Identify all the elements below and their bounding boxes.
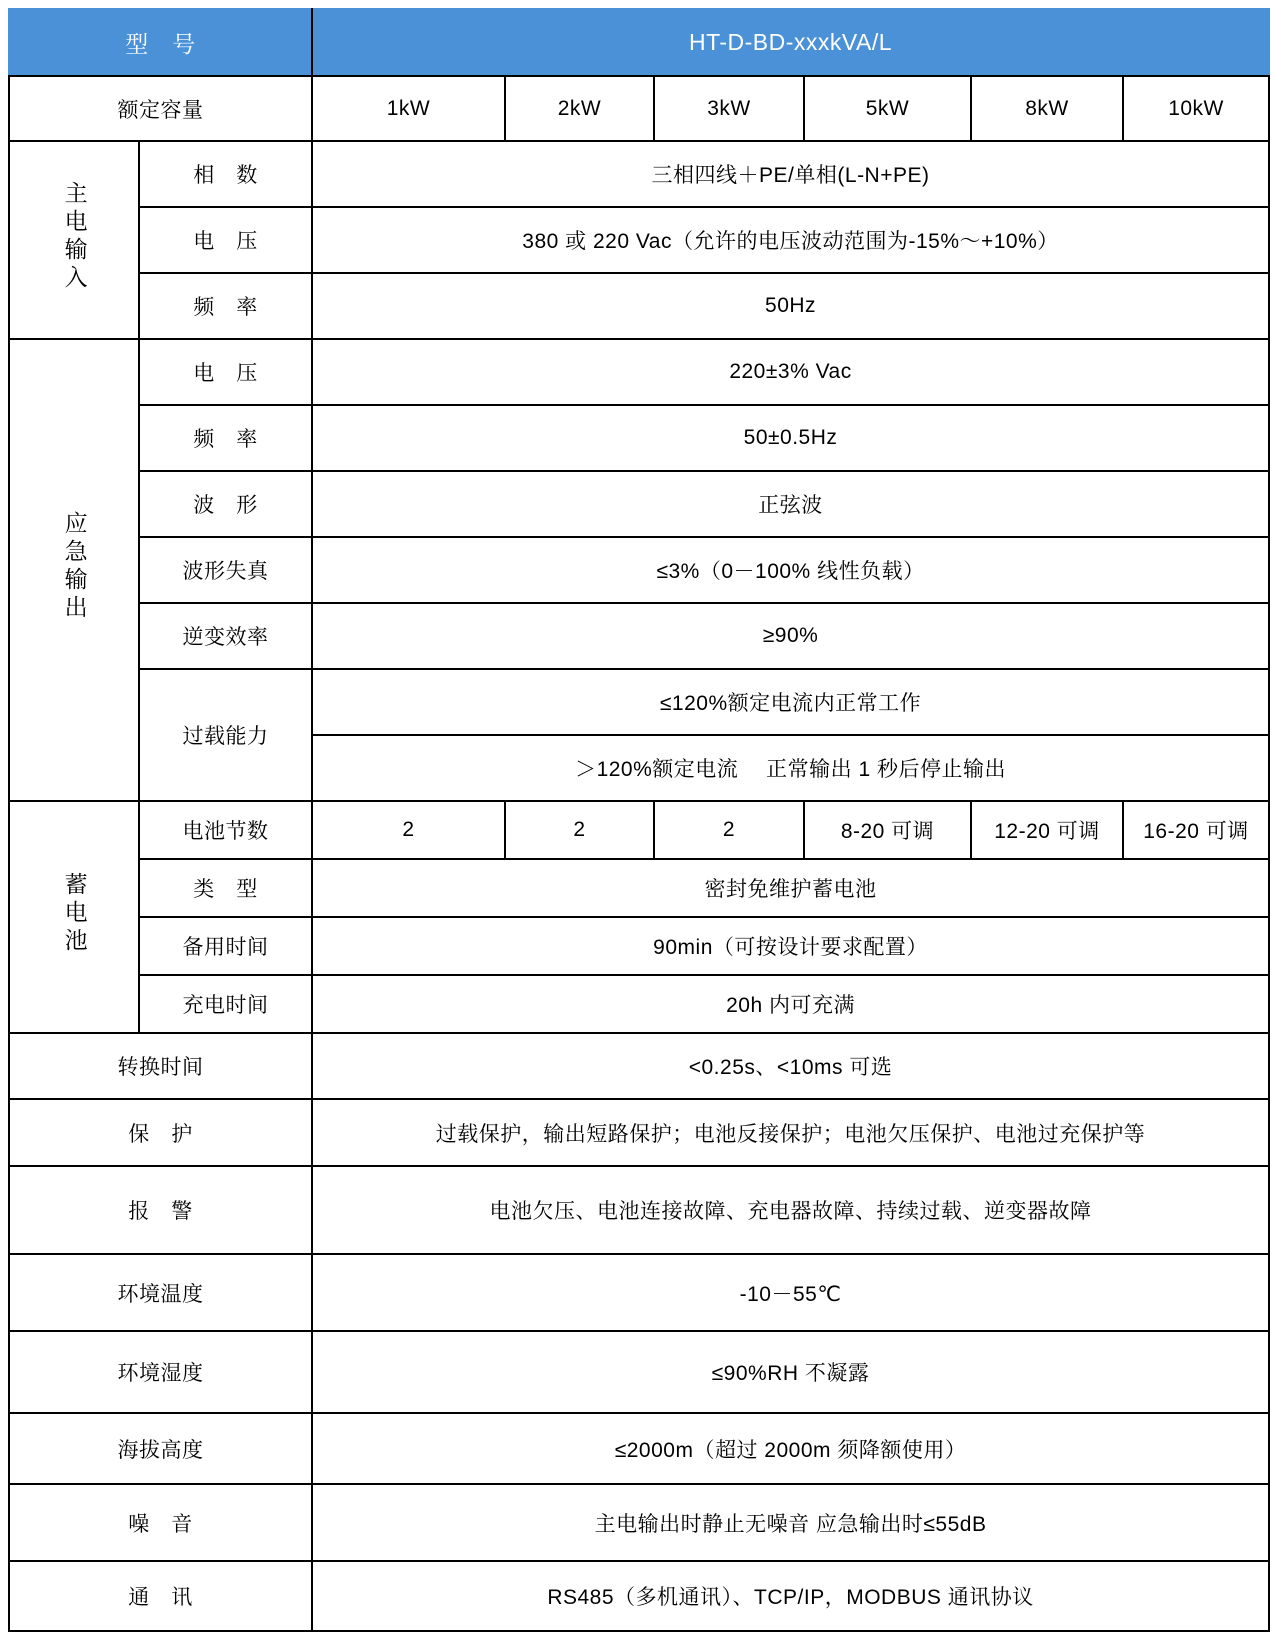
row-value: 三相四线＋PE/单相(L-N+PE) <box>312 141 1269 207</box>
battery-cells-value: 2 <box>312 801 505 859</box>
battery-cells-value: 2 <box>654 801 804 859</box>
row-value: 380 或 220 Vac（允许的电压波动范围为-15%～+10%） <box>312 207 1269 273</box>
model-value-cell: HT-D-BD-xxxkVA/L <box>312 9 1269 76</box>
capacity-label-cell: 额定容量 <box>9 76 312 141</box>
row-label: 频 率 <box>139 273 312 339</box>
row-value: -10－55℃ <box>312 1254 1269 1331</box>
capacity-value-cell: 10kW <box>1123 76 1269 141</box>
model-label-cell: 型 号 <box>9 9 312 76</box>
table-row-communication <box>9 1561 1269 1631</box>
battery-cells-value: 8-20 可调 <box>804 801 971 859</box>
row-label: 报 警 <box>9 1166 312 1254</box>
table-row-input-voltage <box>9 207 1269 273</box>
table-row-altitude <box>9 1413 1269 1484</box>
table-row-phase <box>9 141 1269 207</box>
table-row-noise <box>9 1484 1269 1561</box>
spec-table <box>8 8 1270 1632</box>
row-value: 正弦波 <box>312 471 1269 537</box>
row-value: ≤2000m（超过 2000m 须降额使用） <box>312 1413 1269 1484</box>
row-value: ＞120%额定电流 正常输出 1 秒后停止输出 <box>312 735 1269 801</box>
row-value: ≤120%额定电流内正常工作 <box>312 669 1269 735</box>
row-value: RS485（多机通讯）、TCP/IP，MODBUS 通讯协议 <box>312 1561 1269 1631</box>
table-row-alarm <box>9 1166 1269 1254</box>
table-row-ambient-humidity <box>9 1331 1269 1413</box>
capacity-value-cell: 8kW <box>971 76 1123 141</box>
table-row-waveform <box>9 471 1269 537</box>
group-label-battery-text: 蓄电池 <box>61 872 88 956</box>
battery-cells-value: 16-20 可调 <box>1123 801 1269 859</box>
row-label: 海拔高度 <box>9 1413 312 1484</box>
row-label: 类 型 <box>139 859 312 917</box>
row-label: 转换时间 <box>9 1033 312 1099</box>
group-label-emergency-output-text: 应急输出 <box>61 511 88 623</box>
row-value: 20h 内可充满 <box>312 975 1269 1033</box>
row-label: 噪 音 <box>9 1484 312 1561</box>
group-label-emergency-output <box>9 339 139 801</box>
table-row-output-frequency <box>9 405 1269 471</box>
capacity-value-cell: 2kW <box>505 76 654 141</box>
group-label-main-input-text: 主电输入 <box>61 181 88 293</box>
row-value: 50Hz <box>312 273 1269 339</box>
group-label-battery <box>9 801 139 1033</box>
table-row-distortion <box>9 537 1269 603</box>
row-label: 备用时间 <box>139 917 312 975</box>
row-label: 波形失真 <box>139 537 312 603</box>
row-value: 220±3% Vac <box>312 339 1269 405</box>
row-label: 通 讯 <box>9 1561 312 1631</box>
battery-cells-value: 12-20 可调 <box>971 801 1123 859</box>
capacity-value-cell: 3kW <box>654 76 804 141</box>
row-value: ≤90%RH 不凝露 <box>312 1331 1269 1413</box>
group-label-main-input <box>9 141 139 339</box>
table-row-transfer-time <box>9 1033 1269 1099</box>
table-row-charge-time <box>9 975 1269 1033</box>
row-value: <0.25s、<10ms 可选 <box>312 1033 1269 1099</box>
table-row-output-voltage <box>9 339 1269 405</box>
row-value: 50±0.5Hz <box>312 405 1269 471</box>
table-row-backup-time <box>9 917 1269 975</box>
row-value: 主电输出时静止无噪音 应急输出时≤55dB <box>312 1484 1269 1561</box>
row-value: ≥90% <box>312 603 1269 669</box>
row-label: 电 压 <box>139 207 312 273</box>
row-label: 环境温度 <box>9 1254 312 1331</box>
table-row-battery-type <box>9 859 1269 917</box>
row-value: 过载保护，输出短路保护；电池反接保护；电池欠压保护、电池过充保护等 <box>312 1099 1269 1166</box>
row-label-overload: 过载能力 <box>139 669 312 801</box>
row-label: 保 护 <box>9 1099 312 1166</box>
row-value: 密封免维护蓄电池 <box>312 859 1269 917</box>
table-row-input-frequency <box>9 273 1269 339</box>
row-label: 频 率 <box>139 405 312 471</box>
row-value: 90min（可按设计要求配置） <box>312 917 1269 975</box>
row-label: 逆变效率 <box>139 603 312 669</box>
row-label: 电池节数 <box>139 801 312 859</box>
row-label: 波 形 <box>139 471 312 537</box>
capacity-value-cell: 5kW <box>804 76 971 141</box>
table-row-battery-cells <box>9 801 1269 859</box>
capacity-value-cell: 1kW <box>312 76 505 141</box>
table-row-protection <box>9 1099 1269 1166</box>
row-label: 相 数 <box>139 141 312 207</box>
row-label: 电 压 <box>139 339 312 405</box>
table-row-ambient-temperature <box>9 1254 1269 1331</box>
table-row-capacity <box>9 76 1269 141</box>
table-row-inverter-efficiency <box>9 603 1269 669</box>
row-label: 环境湿度 <box>9 1331 312 1413</box>
battery-cells-value: 2 <box>505 801 654 859</box>
row-label: 充电时间 <box>139 975 312 1033</box>
table-row-overload-1 <box>9 669 1269 735</box>
row-value: 电池欠压、电池连接故障、充电器故障、持续过载、逆变器故障 <box>312 1166 1269 1254</box>
row-value: ≤3%（0－100% 线性负载） <box>312 537 1269 603</box>
table-row-model <box>9 9 1269 76</box>
